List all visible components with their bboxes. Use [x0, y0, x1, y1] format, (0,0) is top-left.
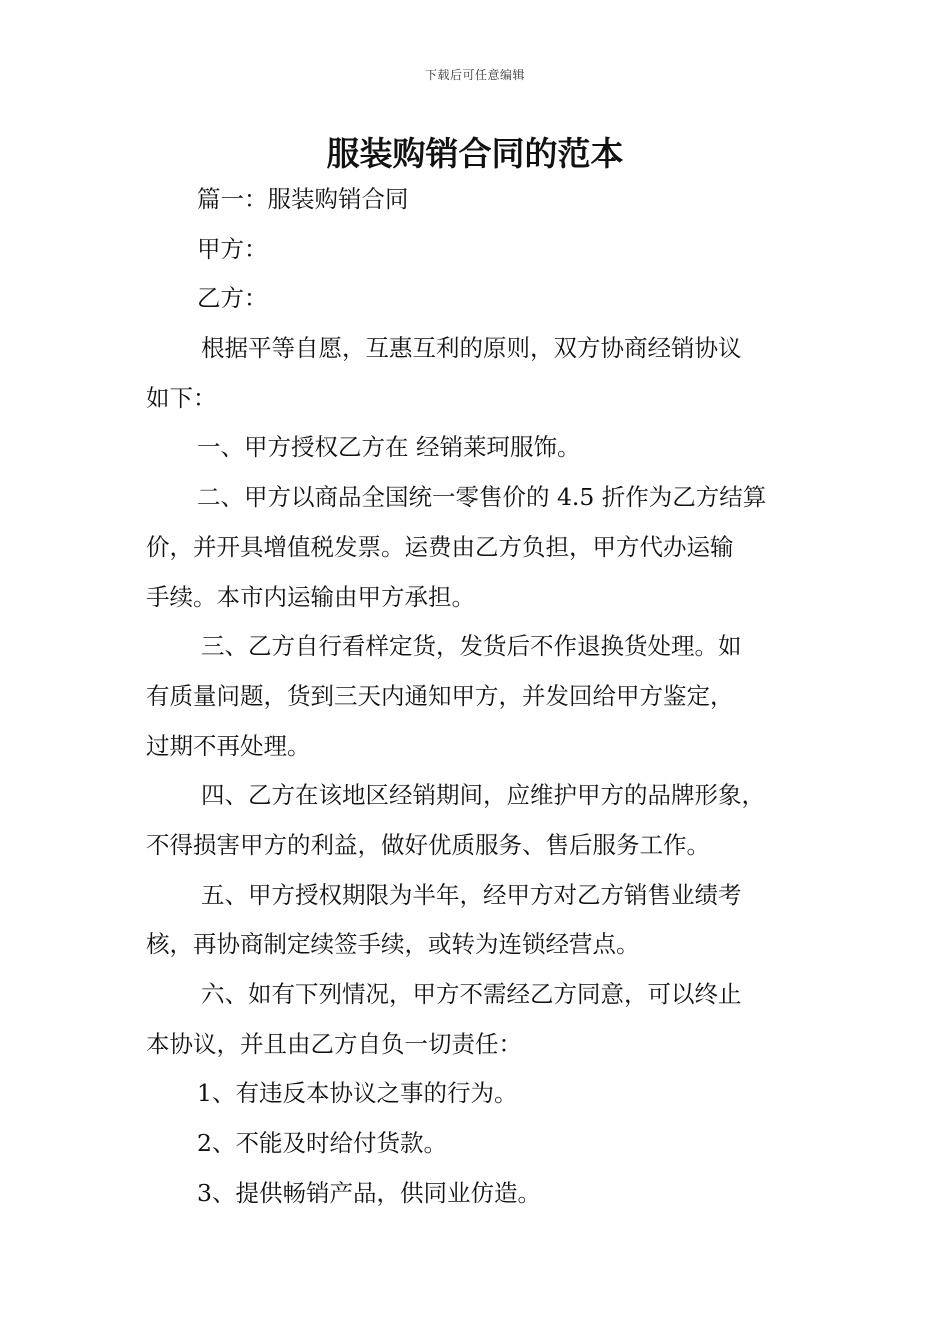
paragraph-line: 五、甲方授权期限为半年，经甲方对乙方销售业绩考 [201, 880, 742, 909]
paragraph-line: 根据平等自愿，互惠互利的原则，双方协商经销协议 [201, 334, 742, 363]
paragraph-line: 核，再协商制定续签手续，或转为连锁经营点。 [146, 930, 640, 959]
paragraph-line: 六、如有下列情况，甲方不需经乙方同意，可以终止 [201, 980, 742, 1008]
party-a-line: 甲方： [197, 234, 268, 263]
paragraph-line: 过期不再处理。 [146, 731, 311, 760]
list-item: 3、提供畅销产品，供同业仿造。 [197, 1178, 541, 1207]
document-body [146, 175, 810, 1218]
paragraph-line: 四、乙方在该地区经销期间，应维护甲方的品牌形象， [201, 781, 765, 810]
list-item: 1、有违反本协议之事的行为。 [197, 1079, 518, 1108]
paragraph-line: 有质量问题，货到三天内通知甲方，并发回给甲方鉴定， [146, 681, 734, 710]
document-title: 服装购销合同的范本 [326, 134, 624, 173]
paragraph-line: 不得损害甲方的利益，做好优质服务、售后服务工作。 [146, 830, 710, 859]
list-item: 2、不能及时给付货款。 [197, 1129, 447, 1158]
paragraph-line: 三、乙方自行看样定货，发货后不作退换货处理。如 [201, 632, 742, 661]
header-note: 下载后可任意编辑 [424, 68, 525, 82]
paragraph-line: 一、甲方授权乙方在 经销莱珂服饰。 [197, 433, 581, 462]
section-heading: 篇一：服装购销合同 [197, 185, 409, 213]
paragraph-line: 本协议，并且由乙方自负一切责任： [146, 1029, 522, 1058]
paragraph-line: 手续。本市内运输由甲方承担。 [146, 582, 475, 611]
paragraph-line: 二、甲方以商品全国统一零售价的 4.5 折作为乙方结算 [197, 483, 767, 512]
paragraph-line: 价，并开具增值税发票。运费由乙方负担，甲方代办运输 [146, 532, 734, 561]
paragraph-line: 如下： [146, 383, 217, 412]
party-b-line: 乙方： [197, 284, 268, 313]
